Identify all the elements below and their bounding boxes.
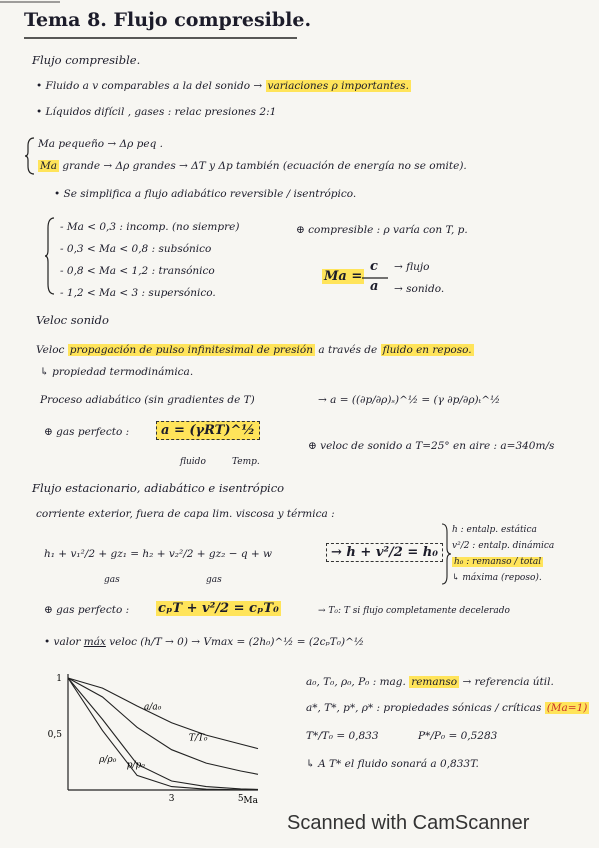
- gas-perfecto-label: ⊕ gas perfecto :: [44, 426, 130, 438]
- range-subsonico: - 0,3 < Ma < 0,8 : subsónico: [60, 243, 212, 255]
- chart-x-tick: 3: [168, 794, 175, 804]
- scanner-watermark: Scanned with CamScanner: [287, 812, 530, 834]
- chart-x-label: Ma: [243, 796, 258, 806]
- ma-grande-text: grande → Δρ grandes → ΔT y Δp también (ecuación de energía no se omite).: [62, 160, 467, 172]
- bullet-liquidos: • Líquidos difícil , gases : relac presiones 2:1: [36, 106, 277, 118]
- isentropic-ratio-chart: [36, 668, 266, 818]
- gp-label: ⊕ gas perfecto :: [44, 604, 130, 616]
- chart-x-tick: 5: [237, 794, 244, 804]
- gp-equation: [156, 602, 281, 615]
- range-incomp: - Ma < 0,3 : incomp. (no siempre): [60, 221, 240, 233]
- energy-equation: h₁ + v₁²/2 + gz₁ = h₂ + v₂²/2 + gz₂ − q + w: [44, 548, 273, 560]
- vmax-pre: • valor: [44, 636, 81, 648]
- reduced-equation-boxed: → h + v²/2 = h₀: [326, 543, 443, 562]
- chart-series-label: p/p₀: [126, 760, 145, 771]
- label-fluido: fluido: [180, 457, 206, 467]
- ma-grande: [38, 160, 467, 173]
- corriente-exterior: corriente exterior, fuera de capa lim. viscosa y térmica :: [36, 508, 335, 520]
- remanso-line: [306, 676, 554, 689]
- def-veloc-highlight-1: propagación de pulso infinitesimal de presión: [69, 344, 313, 356]
- top-rule: [0, 0, 599, 6]
- range-supersonico: - 1,2 < Ma < 3 : supersónico.: [60, 287, 216, 299]
- brace-ranges: [44, 216, 58, 296]
- chart-series-line: [68, 678, 258, 774]
- p-ratio: P*/P₀ = 0,5283: [418, 730, 498, 742]
- ma-grande-highlight: Ma: [40, 160, 58, 172]
- enthalpy-dynamic: v²/2 : entalp. dinámica: [452, 541, 555, 551]
- chart-series-line: [68, 678, 258, 749]
- title-underline: [22, 36, 322, 42]
- gas-formula-boxed: a = (γRT)^½: [156, 421, 260, 440]
- sonara-note: ↳ A T* el fluido sonará a 0,833T.: [306, 758, 479, 770]
- mach-sonido: → sonido.: [394, 283, 445, 295]
- critical-line: [306, 702, 589, 715]
- t0-note: → T₀: T si flujo completamente decelerado: [318, 606, 510, 616]
- def-veloc-pre: Veloc: [36, 344, 65, 356]
- chart-series-line: [68, 678, 258, 789]
- bullet-fluido-text: • Fluido a v comparables a la del sonido →: [36, 80, 263, 92]
- mach-eq-label: [322, 270, 364, 283]
- section-heading-flujo: Flujo compresible.: [32, 53, 141, 67]
- section-heading-sonido: Veloc sonido: [36, 313, 109, 327]
- vmax-formula: veloc (h/T → 0) → Vmax = (2h₀)^½ = (2cₚT₀)^½: [109, 636, 365, 648]
- def-veloc-highlight-2: fluido en reposo.: [382, 344, 472, 356]
- chart-series-label: a/a₀: [144, 702, 162, 713]
- label-temp: Temp.: [232, 457, 260, 467]
- chart-series-line: [68, 678, 258, 790]
- mach-flujo: → flujo: [394, 261, 430, 273]
- a-formula: → a = ((∂p/∂ρ)ₛ)^½ = (γ ∂p/∂ρ)ₜ^½: [318, 394, 501, 406]
- brace-ma: [24, 136, 38, 176]
- vmax-line: [44, 636, 364, 649]
- chart-series-label: T/T₀: [188, 733, 208, 744]
- remanso-post: → referencia útil.: [462, 676, 554, 688]
- gp-equation-highlight: cₚT + v²/2 = cₚT₀: [158, 601, 279, 616]
- mach-denominator: a: [370, 279, 379, 294]
- proceso-adiabatico: Proceso adiabático (sin gradientes de T): [40, 394, 255, 406]
- mach-eq-ma: Ma =: [324, 269, 363, 284]
- mach-numerator: c: [370, 259, 378, 274]
- vmax-max: máx: [83, 636, 106, 648]
- remanso-pre: a₀, T₀, ρ₀, P₀ : mag.: [306, 676, 406, 688]
- enthalpy-max: ↳ máxima (reposo).: [452, 573, 542, 583]
- reduced-equation: [326, 546, 443, 559]
- enthalpy-total: [452, 556, 543, 569]
- critical-ma1: (Ma=1): [546, 702, 588, 714]
- def-veloc-mid: a través de: [318, 344, 378, 356]
- chart-y-tick: 1: [56, 674, 62, 684]
- enthalpy-static: h : entalp. estática: [452, 525, 537, 535]
- ma-pequeno: Ma pequeño → Δρ peq .: [38, 138, 163, 150]
- gas-formula: [156, 424, 260, 437]
- t-ratio: T*/T₀ = 0,833: [306, 730, 379, 742]
- range-transonico: - 0,8 < Ma < 1,2 : transónico: [60, 265, 215, 277]
- veloc-aire: ⊕ veloc de sonido a T=25° en aire : a=340m/s: [308, 440, 555, 452]
- def-veloc: [36, 344, 474, 357]
- chart-y-tick: 0,5: [47, 730, 62, 740]
- section-heading-estacionario: Flujo estacionario, adiabático e isentrópico: [32, 481, 285, 495]
- enthalpy-total-highlight: h₀ : remanso / total: [454, 557, 542, 567]
- bullet-simplifica: • Se simplifica a flujo adiabático reversible / isentrópico.: [54, 188, 357, 200]
- bullet-fluido-highlight: variaciones ρ importantes.: [267, 80, 409, 92]
- compresible-note: ⊕ compresible : ρ varía con T, p.: [296, 224, 468, 236]
- page-title: Tema 8. Flujo compresible.: [24, 9, 312, 31]
- propiedad-termo: ↳ propiedad termodinámica.: [40, 366, 194, 378]
- bullet-fluido: [36, 80, 411, 93]
- remanso-highlight: remanso: [411, 676, 458, 688]
- brace-enthalpy: [440, 522, 452, 586]
- label-gas-1: gas: [104, 575, 120, 585]
- critical-text: a*, T*, p*, ρ* : propiedades sónicas / críticas: [306, 702, 542, 714]
- chart-series-label: ρ/ρ₀: [99, 755, 117, 765]
- label-gas-2: gas: [206, 575, 222, 585]
